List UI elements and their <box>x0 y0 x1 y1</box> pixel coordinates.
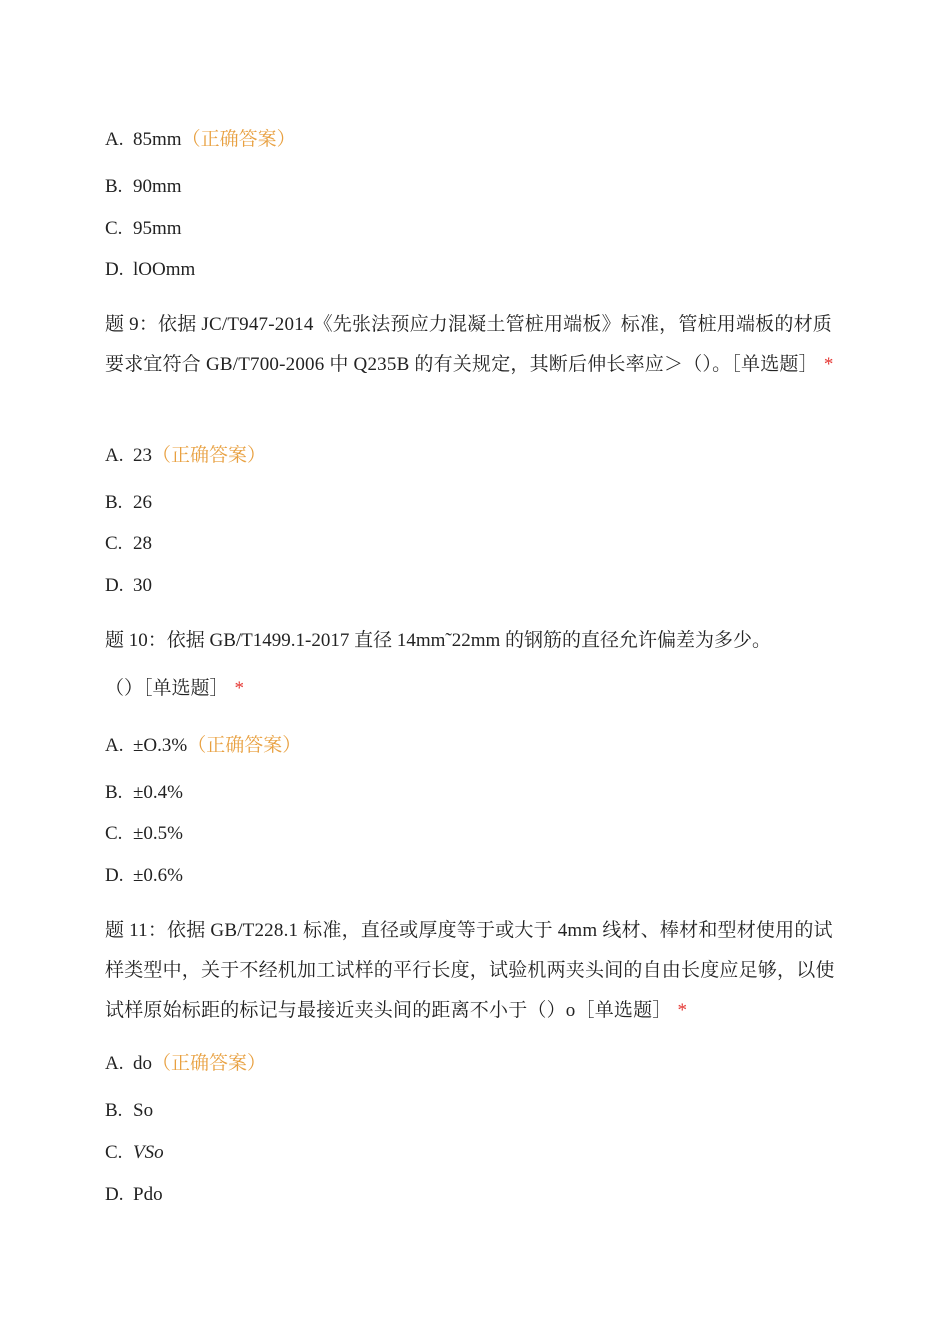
required-mark: * <box>823 354 834 375</box>
q9-question-text: 题 9：依据 JC/T947-2014《先张法预应力混凝土管桩用端板》标准，管桩用端板的材质要求宜符合 GB/T700-2006 中 Q235B 的有关规定，其断后伸长率应＞（）。［单选题］ * <box>105 314 834 375</box>
q10-option-d: D. ±0.6% <box>105 865 184 886</box>
q11-question-text: 题 11：依据 GB/T228.1 标准，直径或厚度等于或大于 4mm 线材、棒材和型材使用的试样类型中，关于不经机加工试样的平行长度，试验机两夹头间的自由长度应足够，以使试样原始标距的标记与最接近夹头间的距离不小于（）o［单选题］ * <box>105 920 835 1021</box>
q10-question-text-line2: （）［单选题］ * <box>105 678 245 699</box>
option-text: ±0.5% <box>133 823 184 844</box>
q11-option-b: B. So <box>105 1100 154 1121</box>
q8-option-c: C. 95mm <box>105 218 182 239</box>
q8-option-d: D. lOOmm <box>105 259 196 280</box>
q10-option-a: A. ±O.3%（正确答案） <box>105 735 302 756</box>
q11-option-c: C. VSo <box>105 1142 164 1163</box>
q10-option-b: B. ±0.4% <box>105 782 184 803</box>
correct-answer-tag: （正确答案） <box>181 129 296 150</box>
q8-option-b: B. 90mm <box>105 176 182 197</box>
required-mark: * <box>677 1000 688 1021</box>
q10-question-text: 题 10：依据 GB/T1499.1-2017 直径 14mm˜22mm 的钢筋的直径允许偏差为多少。 <box>105 630 772 651</box>
q8-option-a: A. 85mm（正确答案） <box>105 129 296 150</box>
q11-option-a: A. do（正确答案） <box>105 1053 267 1074</box>
q9-option-d: D. 30 <box>105 575 152 596</box>
q9-option-c: C. 28 <box>105 533 152 554</box>
correct-answer-tag: （正确答案） <box>152 445 267 466</box>
option-text: 90mm <box>133 176 182 197</box>
option-text: 30 <box>133 575 152 596</box>
option-text: So <box>133 1100 154 1121</box>
q9-option-a: A. 23（正确答案） <box>105 445 267 466</box>
q10-option-c: C. ±0.5% <box>105 823 184 844</box>
option-text: lOOmm <box>133 259 196 280</box>
q9-option-b: B. 26 <box>105 492 152 513</box>
option-text: Pdo <box>133 1184 163 1205</box>
q11-option-d: D. Pdo <box>105 1184 163 1205</box>
correct-answer-tag: （正确答案） <box>187 735 302 756</box>
option-text: 23 <box>133 445 152 466</box>
option-text: 28 <box>133 533 152 554</box>
correct-answer-tag: （正确答案） <box>152 1053 267 1074</box>
option-text: do <box>133 1053 152 1074</box>
required-mark: * <box>234 678 245 699</box>
option-text: ±0.4% <box>133 782 184 803</box>
option-text: VSo <box>133 1142 164 1163</box>
option-text: 95mm <box>133 218 182 239</box>
option-text: 26 <box>133 492 152 513</box>
option-text: ±0.6% <box>133 865 184 886</box>
option-text: ±O.3% <box>133 735 188 756</box>
option-text: 85mm <box>133 129 182 150</box>
